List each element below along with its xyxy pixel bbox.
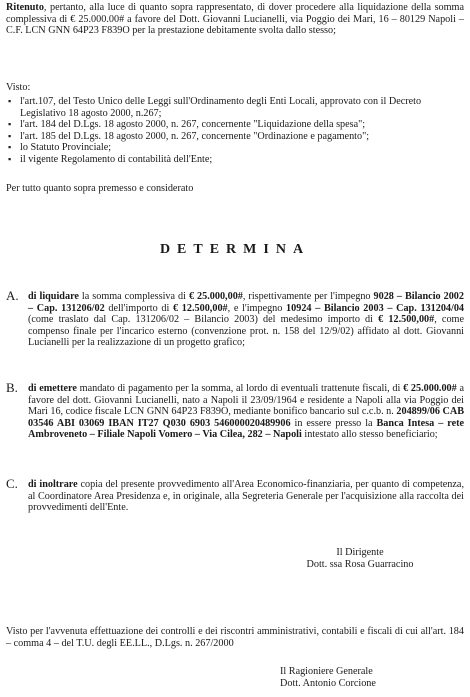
item-c-text bbox=[28, 479, 464, 514]
item-a-bold: € 12.500,00# bbox=[378, 314, 435, 326]
visto-item: ▪ l'art. 184 del D.Lgs. 18 agosto 2000, n. 267, concernente "Liquidazione della spesa"; bbox=[6, 119, 464, 131]
item-a-run: , come compenso finale per l'incarico esterno (convenzione prot. n. 158 del 12/9/02) affidato al dott. Giovanni Lucianelli per la realizzazione di un progetto grafico; bbox=[28, 314, 464, 349]
item-c-bold: di inoltrare bbox=[28, 479, 78, 490]
item-b-bold: Banca Intesa – rete Ambroveneto – Filiale Napoli Vomero – Via Cilea, 282 – Napoli bbox=[28, 417, 465, 441]
item-a-letter: A. bbox=[6, 288, 19, 303]
item-a-bold: di liquidare bbox=[28, 291, 79, 302]
signature-role: Il Ragioniere Generale bbox=[280, 666, 373, 677]
item-a-run: , rispettivamente per l'impegno bbox=[242, 291, 374, 302]
visto-item: ▪ l'art. 185 del D.Lgs. 18 agosto 2000, n. 267, concernente "Ordinazione e pagamento"; bbox=[6, 131, 464, 143]
visto-item: ▪ il vigente Regolamento di contabilità dell'Ente; bbox=[6, 154, 464, 166]
item-a-bold: € 12.500,00# bbox=[173, 302, 228, 314]
footer-paragraph: Visto per l'avvenuta effettuazione dei controlli e dei riscontri amministrativi, contabili e fiscali di cui all'art. 184 – comma 4 – del T.U. degli EE.LL., D.Lgs. n. 267/2000 bbox=[6, 626, 464, 649]
intro-paragraph bbox=[6, 2, 464, 37]
visto-item: ▪ l'art.107, del Testo Unico delle Leggi sull'Ordinamento degli Enti Locali, approvato con il Decreto Legislativo 18 agosto 2000, n.267; bbox=[6, 96, 464, 119]
item-c-run: copia del presente provvedimento all'Area Economico-finanziaria, per quanto di competenza, al Coordinatore Area Presidenza e, in originale, alla Segreteria Generale per l'acquisizione alla raccolta dei provvedimenti dell'Ente. bbox=[28, 479, 464, 514]
intro-lead-word: Ritenuto bbox=[6, 2, 44, 13]
item-a-bold: 9028 – Bilancio 2002 – Cap. 131206/02 bbox=[28, 291, 464, 314]
item-b bbox=[6, 380, 465, 441]
item-a-run: dell'importo di bbox=[104, 302, 174, 314]
item-b-letter: B. bbox=[6, 380, 18, 395]
item-a-bold: € 25.000,00# bbox=[188, 291, 243, 302]
item-b-run: mandato di pagamento per la somma, al lordo di eventuali trattenute fiscali, di bbox=[76, 383, 404, 394]
premessa-line: Per tutto quanto sopra premesso e considerato bbox=[6, 183, 194, 194]
visto-title: Visto: bbox=[6, 82, 31, 93]
item-b-text bbox=[28, 383, 464, 441]
item-a-run: , e l'impegno bbox=[227, 302, 287, 314]
signature-name: Dott. ssa Rosa Guarracino bbox=[306, 558, 414, 570]
visto-list bbox=[6, 96, 464, 166]
item-b-bold: € 25.000.00# bbox=[403, 383, 457, 394]
item-b-bold: 204899/06 CAB 03546 ABI 03069 IBAN IT27 Q030 6903 546000020489906 bbox=[28, 406, 465, 429]
item-a-run: la somma complessiva di bbox=[78, 291, 189, 302]
item-b-run: intestato allo stesso beneficiario; bbox=[301, 429, 438, 441]
item-b-run: in essere presso la bbox=[290, 417, 377, 429]
signature-dirigente bbox=[290, 547, 430, 570]
visto-item: ▪ lo Statuto Provinciale; bbox=[6, 142, 464, 154]
item-b-run: a favore del dott. Giovanni Lucianelli, nato a Napoli il 23/09/1964 e residente a Napoli alla via Poggio dei Mari 16, codice fiscale LCN GNN 64P23 F839O, mediante bonifico bancario sul c.c.b. n. bbox=[28, 383, 464, 418]
signature-ragioniere bbox=[280, 666, 440, 689]
determina-heading: DETERMINA bbox=[159, 242, 311, 257]
item-b-bold: di emettere bbox=[28, 383, 77, 394]
item-a-run: (come traslato dal Cap. 131206/02 – Bilancio 2003) del medesimo importo di bbox=[28, 314, 379, 326]
intro-text: , pertanto, alla luce di quanto sopra rappresentato, di dover procedere alla liquidazione della somma complessiva di € 25.000.00# a favore del Dott. Giovanni Lucianelli, via Poggio dei Mari, 16 – 80129 Napoli – C.F. LCN GNN 64P23 F839O per la prestazione debitamente svolta dallo stesso; bbox=[6, 2, 464, 37]
item-a-bold: 10924 – Bilancio 2003 – Cap. 131204/04 bbox=[286, 302, 465, 314]
signature-name: Dott. Antonio Corcione bbox=[280, 677, 376, 689]
item-c-letter: C. bbox=[6, 476, 18, 491]
item-a-text bbox=[28, 291, 464, 349]
item-a bbox=[6, 288, 465, 349]
item-c bbox=[6, 476, 464, 514]
signature-role: Il Dirigente bbox=[336, 547, 384, 558]
